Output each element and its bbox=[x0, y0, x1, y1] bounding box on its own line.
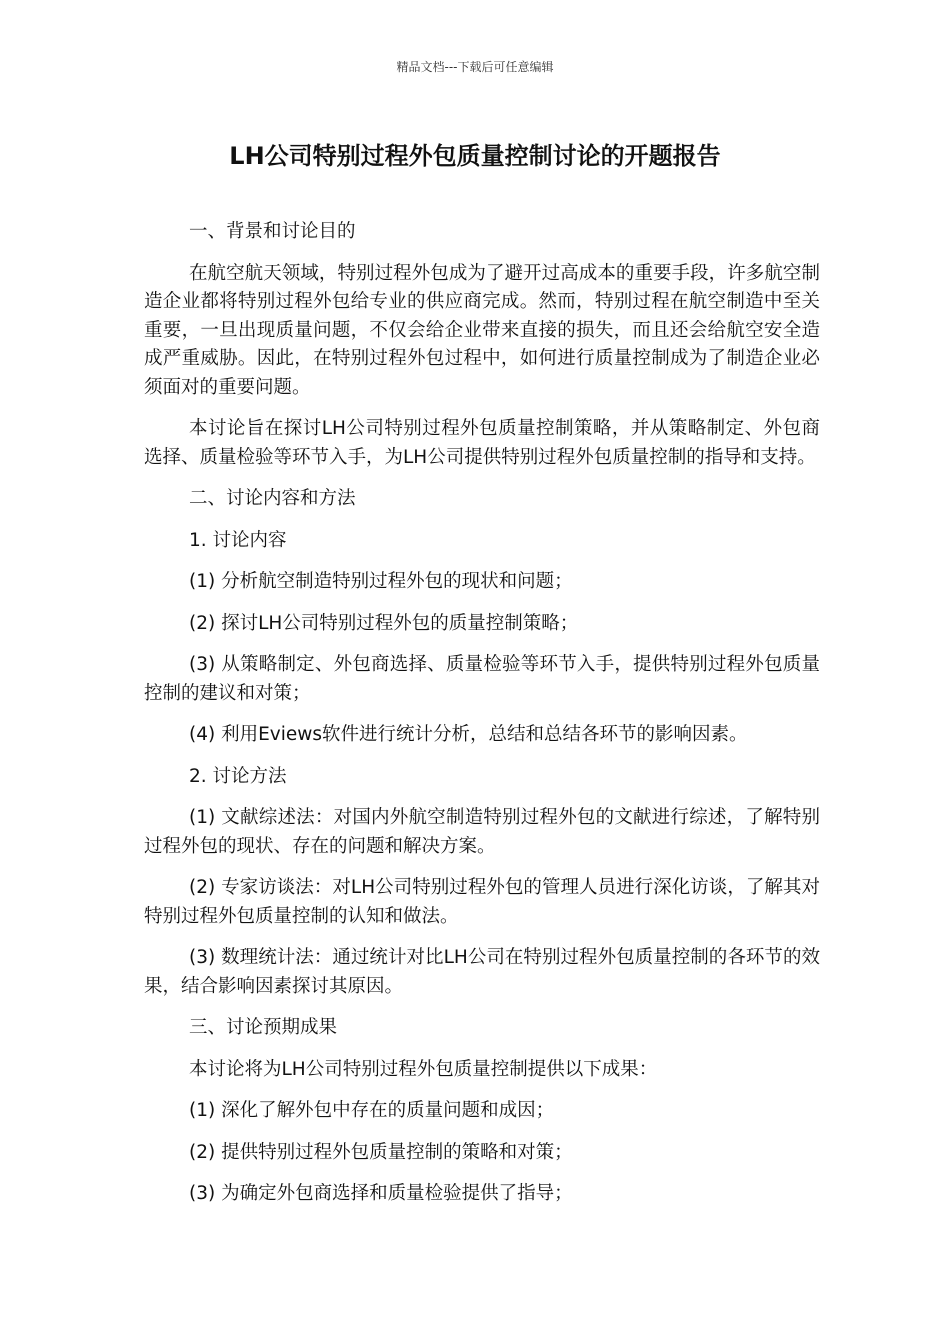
section-heading-content-method: 二、讨论内容和方法 bbox=[189, 488, 356, 509]
list-item: (1) 文献综述法：对国内外航空制造特别过程外包的文献进行综述，了解特别过程外包的现状、存在的问题和解决方案。 bbox=[144, 807, 820, 857]
list-item: (3) 数理统计法：通过统计对比LH公司在特别过程外包质量控制的各环节的效果，结合影响因素探讨其原因。 bbox=[144, 947, 820, 997]
document-body bbox=[144, 218, 820, 1222]
subsection-heading-content: 1. 讨论内容 bbox=[189, 529, 287, 551]
list-item: (2) 探讨LH公司特别过程外包的质量控制策略； bbox=[189, 612, 579, 634]
list-item: (4) 利用Eviews软件进行统计分析，总结和总结各环节的影响因素。 bbox=[189, 724, 748, 745]
section-heading-expected-results: 三、讨论预期成果 bbox=[189, 1017, 338, 1038]
page-header: 精品文档---下载后可任意编辑 bbox=[396, 60, 554, 74]
list-item: (1) 深化了解外包中存在的质量问题和成因； bbox=[189, 1100, 555, 1121]
list-item: (3) 为确定外包商选择和质量检验提供了指导； bbox=[189, 1183, 573, 1204]
paragraph: 在航空航天领域，特别过程外包成为了避开过高成本的重要手段，许多航空制造企业都将特别过程外包给专业的供应商完成。然而，特别过程在航空制造中至关重要，一旦出现质量问题，不仅会给企业带来直接的损失，而且还会给航空安全造成严重威胁。因此，在特别过程外包过程中，如何进行质量控制成为了制造企业必须面对的重要问题。 bbox=[144, 262, 820, 398]
paragraph: 本讨论旨在探讨LH公司特别过程外包质量控制策略，并从策略制定、外包商选择、质量检验等环节入手，为LH公司提供特别过程外包质量控制的指导和支持。 bbox=[144, 418, 820, 468]
paragraph: 本讨论将为LH公司特别过程外包质量控制提供以下成果： bbox=[189, 1058, 658, 1080]
document-title: LH公司特别过程外包质量控制讨论的开题报告 bbox=[229, 142, 721, 170]
list-item: (2) 专家访谈法：对LH公司特别过程外包的管理人员进行深化访谈，了解其对特别过程外包质量控制的认知和做法。 bbox=[144, 877, 820, 927]
subsection-heading-method: 2. 讨论方法 bbox=[189, 765, 287, 787]
list-item: (3) 从策略制定、外包商选择、质量检验等环节入手，提供特别过程外包质量控制的建议和对策； bbox=[144, 654, 820, 704]
section-heading-background: 一、背景和讨论目的 bbox=[189, 221, 356, 242]
list-item: (2) 提供特别过程外包质量控制的策略和对策； bbox=[189, 1141, 573, 1163]
list-item: (1) 分析航空制造特别过程外包的现状和问题； bbox=[189, 571, 573, 592]
